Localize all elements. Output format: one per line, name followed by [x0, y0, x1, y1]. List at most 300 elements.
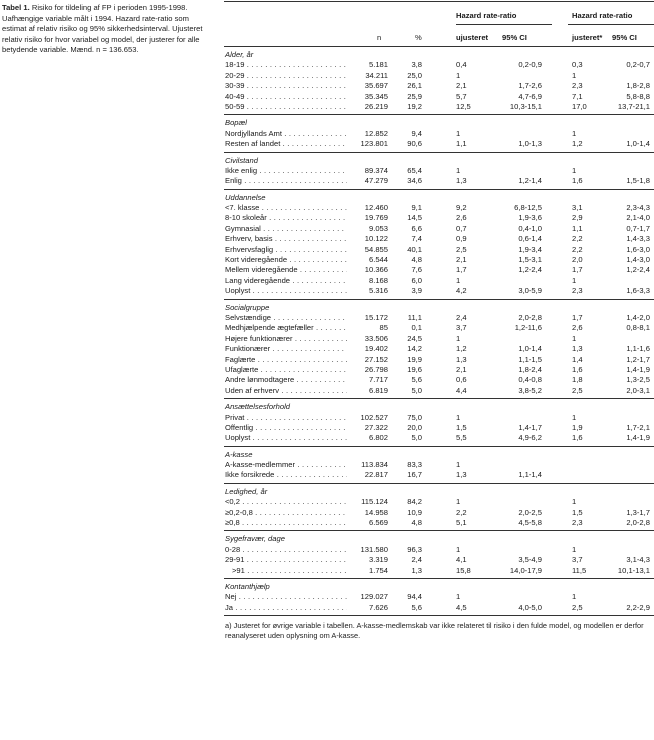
cell-ci-adjusted: 5,8-8,8	[626, 91, 650, 101]
cell-n: 3.319	[368, 555, 388, 565]
row-label: ≥0,8 . . .	[225, 518, 347, 528]
cell-percent: 96,3	[407, 544, 422, 554]
cell-adjusted: 1,8	[572, 375, 583, 385]
cell-unadjusted: 1,7	[456, 265, 467, 275]
cell-adjusted: 1	[572, 497, 577, 507]
row-label: Nej . . .	[225, 592, 347, 602]
cell-unadjusted: 1,2	[456, 344, 467, 354]
cell-unadjusted: 2,1	[456, 364, 467, 374]
table-section	[224, 484, 654, 532]
table-row	[224, 213, 654, 223]
cell-adjusted: 1	[572, 165, 577, 175]
row-label: <7. klasse . . .	[225, 203, 347, 213]
row-label: Højere funktionærer . . .	[225, 334, 347, 344]
row-label: Andre lønmodtagere . . .	[225, 375, 347, 385]
cell-n: 6.819	[368, 385, 388, 395]
cell-n: 15.172	[364, 312, 388, 322]
cell-percent: 40,1	[407, 244, 422, 254]
cell-percent: 10,9	[407, 507, 422, 517]
cell-adjusted: 1,9	[572, 422, 583, 432]
table-row	[224, 286, 654, 296]
caption-text: Risiko for tildeling af FP i perioden 1995-1998. Uafhængige variable målt i 1994. Hazard rate-ratio som estimat af relativ risiko og 95% sikkerhedsinterval. Ujusteret relativ risiko for hvor variabel og model, der justerer for alle betydende variable. Mænd. n = 136.653.	[2, 3, 203, 55]
cell-percent: 0,1	[411, 323, 422, 333]
cell-ci-adjusted: 2,0-2,8	[626, 518, 650, 528]
cell-ci-adjusted: 1,4-1,9	[626, 433, 650, 443]
cell-percent: 14,2	[407, 344, 422, 354]
cell-percent: 5,6	[411, 375, 422, 385]
table-row	[224, 139, 654, 149]
table-row	[224, 566, 654, 576]
cell-adjusted: 1	[572, 128, 577, 138]
row-label: Ufaglærte . . .	[225, 365, 347, 375]
table-row	[224, 71, 654, 81]
cell-adjusted: 2,0	[572, 255, 583, 265]
table-row	[224, 234, 654, 244]
table-row	[224, 413, 654, 423]
cell-adjusted: 1,7	[572, 265, 583, 275]
cell-unadjusted: 9,2	[456, 203, 467, 213]
cell-percent: 2,4	[411, 555, 422, 565]
cell-unadjusted: 1,3	[456, 470, 467, 480]
cell-unadjusted: 1	[456, 592, 461, 602]
cell-percent: 6,6	[411, 223, 422, 233]
section-title: Ledighed, år	[225, 486, 268, 496]
table-row	[224, 386, 654, 396]
cell-percent: 65,4	[407, 165, 422, 175]
cell-percent: 4,8	[411, 255, 422, 265]
cell-ci-adjusted: 1,4-3,3	[626, 234, 650, 244]
row-label: Uden af erhverv . . .	[225, 386, 347, 396]
cell-n: 6.802	[368, 433, 388, 443]
table-row	[224, 60, 654, 70]
cell-percent: 3,8	[411, 60, 422, 70]
table-row	[224, 470, 654, 480]
row-label: Kort videregående . . .	[225, 255, 347, 265]
cell-n: 27.322	[364, 422, 388, 432]
cell-n: 26.798	[364, 364, 388, 374]
cell-n: 5.181	[368, 60, 388, 70]
cell-percent: 83,3	[407, 460, 422, 470]
cell-unadjusted: 1	[456, 412, 461, 422]
cell-percent: 4,8	[411, 518, 422, 528]
table-row	[224, 265, 654, 275]
cell-percent: 19,6	[407, 364, 422, 374]
cell-ci-adjusted: 1,4-1,9	[626, 364, 650, 374]
caption-label: Tabel 1.	[2, 3, 30, 12]
table-row	[224, 592, 654, 602]
table-footnote: a) Justeret for øvrige variable i tabellen. A-kasse-medlemskab var ikke relateret til risiko i den fulde model, og modellen er derfor reanalyseret uden oplysning om A-kasse.	[225, 621, 644, 641]
cell-percent: 34,6	[407, 176, 422, 186]
cell-unadjusted: 0,9	[456, 234, 467, 244]
row-label: Privat . . .	[225, 413, 347, 423]
table-row	[224, 176, 654, 186]
table-section	[224, 300, 654, 400]
cell-adjusted: 1	[572, 333, 577, 343]
cell-percent: 14,5	[407, 213, 422, 223]
cell-unadjusted: 1	[456, 128, 461, 138]
cell-adjusted: 1,3	[572, 344, 583, 354]
cell-n: 8.168	[368, 275, 388, 285]
table-header	[224, 1, 654, 47]
cell-unadjusted: 1	[456, 70, 461, 80]
cell-n: 26.219	[364, 101, 388, 111]
cell-ci-unadjusted: 1,2-2,4	[518, 265, 542, 275]
cell-adjusted: 2,5	[572, 385, 583, 395]
row-label: Uoplyst . . .	[225, 433, 347, 443]
cell-unadjusted: 4,1	[456, 555, 467, 565]
cell-n: 12.852	[364, 128, 388, 138]
row-label: Offentlig . . .	[225, 423, 347, 433]
cell-adjusted: 1	[572, 275, 577, 285]
cell-ci-unadjusted: 14,0-17,9	[509, 565, 542, 575]
cell-ci-unadjusted: 1,8-2,4	[518, 364, 542, 374]
cell-percent: 19,2	[407, 101, 422, 111]
table-section	[224, 399, 654, 447]
table-row	[224, 102, 654, 112]
cell-ci-adjusted: 1,4-2,0	[626, 312, 650, 322]
row-label: Erhvervsfaglig . . .	[225, 245, 347, 255]
cell-ci-unadjusted: 4,5-5,8	[518, 518, 542, 528]
cell-ci-unadjusted: 4,0-5,0	[518, 602, 542, 612]
row-label: 40-49 . . .	[225, 92, 347, 102]
row-label: 18-19 . . .	[225, 60, 347, 70]
cell-percent: 25,9	[407, 91, 422, 101]
row-label: 30-39 . . .	[225, 81, 347, 91]
cell-percent: 94,4	[407, 592, 422, 602]
row-label: Nordjyllands Amt . . .	[225, 129, 347, 139]
header-group-rule-1	[456, 24, 552, 25]
cell-ci-adjusted: 10,1-13,1	[617, 565, 650, 575]
cell-ci-adjusted: 3,1-4,3	[626, 555, 650, 565]
cell-ci-unadjusted: 2,0-2,8	[518, 312, 542, 322]
cell-ci-unadjusted: 1,9-3,6	[518, 213, 542, 223]
row-label: Ikke forsikrede . . .	[225, 470, 347, 480]
cell-ci-unadjusted: 1,5-3,1	[518, 255, 542, 265]
cell-ci-unadjusted: 1,1-1,5	[518, 354, 542, 364]
cell-ci-adjusted: 1,3-1,7	[626, 507, 650, 517]
table-row	[224, 497, 654, 507]
row-label: 20-29 . . .	[225, 71, 347, 81]
row-label: A-kasse-medlemmer . . .	[225, 460, 347, 470]
row-label: Ja . . .	[225, 603, 347, 613]
cell-percent: 9,4	[411, 128, 422, 138]
cell-ci-unadjusted: 6,8-12,5	[514, 203, 542, 213]
table-body	[224, 47, 654, 616]
cell-unadjusted: 1	[456, 497, 461, 507]
cell-n: 33.506	[364, 333, 388, 343]
cell-unadjusted: 2,5	[456, 244, 467, 254]
section-title: A-kasse	[225, 449, 253, 459]
cell-ci-adjusted: 1,3-2,5	[626, 375, 650, 385]
cell-n: 5.316	[368, 286, 388, 296]
cell-ci-adjusted: 1,6-3,0	[626, 244, 650, 254]
cell-n: 22.817	[364, 470, 388, 480]
table-row	[224, 545, 654, 555]
cell-n: 35.697	[364, 81, 388, 91]
row-label: Ikke enlig . . .	[225, 166, 347, 176]
row-label: 8-10 skoleår . . .	[225, 213, 347, 223]
cell-percent: 84,2	[407, 497, 422, 507]
cell-adjusted: 7,1	[572, 91, 583, 101]
row-label: Mellem videregående . . .	[225, 265, 347, 275]
row-label: Lang videregående . . .	[225, 276, 347, 286]
table-row	[224, 166, 654, 176]
cell-unadjusted: 1,1	[456, 139, 467, 149]
cell-ci-unadjusted: 3,8-5,2	[518, 385, 542, 395]
section-title: Civilstand	[225, 155, 258, 165]
cell-percent: 5,0	[411, 385, 422, 395]
cell-adjusted: 1	[572, 544, 577, 554]
cell-percent: 11,1	[407, 312, 422, 322]
cell-unadjusted: 1,3	[456, 354, 467, 364]
cell-ci-adjusted: 2,2-2,9	[626, 602, 650, 612]
cell-ci-unadjusted: 3,0-5,9	[518, 286, 542, 296]
table-row	[224, 323, 654, 333]
row-label: Erhverv, basis . . .	[225, 234, 347, 244]
row-label: Medhjælpende ægtefæller . . .	[225, 323, 347, 333]
table-row	[224, 313, 654, 323]
cell-n: 129.027	[360, 592, 388, 602]
cell-adjusted: 1	[572, 412, 577, 422]
cell-unadjusted: 1	[456, 460, 461, 470]
table-row	[224, 423, 654, 433]
cell-ci-unadjusted: 0,4-0,8	[518, 375, 542, 385]
cell-n: 19.769	[364, 213, 388, 223]
data-table	[224, 1, 654, 642]
cell-percent: 9,1	[411, 203, 422, 213]
cell-ci-adjusted: 1,1-1,6	[626, 344, 650, 354]
cell-n: 115.124	[361, 497, 388, 507]
header-ci-adjusted: 95% CI	[612, 33, 637, 42]
section-title: Alder, år	[225, 50, 254, 59]
cell-unadjusted: 4,5	[456, 602, 467, 612]
table-row	[224, 555, 654, 565]
cell-ci-unadjusted: 2,0-2,5	[518, 507, 542, 517]
cell-adjusted: 1,5	[572, 507, 583, 517]
cell-n: 10.122	[364, 234, 388, 244]
cell-percent: 5,0	[411, 433, 422, 443]
cell-adjusted: 1,1	[572, 223, 583, 233]
cell-adjusted: 1,4	[572, 354, 583, 364]
table-row	[224, 203, 654, 213]
cell-ci-adjusted: 0,2-0,7	[626, 60, 650, 70]
cell-n: 7.626	[368, 602, 388, 612]
cell-percent: 25,0	[407, 70, 422, 80]
row-label: 50-59 . . .	[225, 102, 347, 112]
cell-unadjusted: 15,8	[456, 565, 471, 575]
cell-unadjusted: 1	[456, 165, 461, 175]
cell-adjusted: 1,2	[572, 139, 583, 149]
table-section	[224, 447, 654, 484]
cell-adjusted: 1,6	[572, 176, 583, 186]
header-percent: %	[415, 33, 422, 42]
cell-ci-adjusted: 1,4-3,0	[626, 255, 650, 265]
cell-unadjusted: 1,5	[456, 422, 467, 432]
row-label: >91 . . .	[232, 566, 347, 576]
cell-percent: 19,9	[407, 354, 422, 364]
cell-ci-unadjusted: 1,1-1,4	[518, 470, 542, 480]
cell-adjusted: 2,5	[572, 602, 583, 612]
cell-unadjusted: 5,1	[456, 518, 467, 528]
cell-percent: 7,6	[411, 265, 422, 275]
table-row	[224, 344, 654, 354]
cell-n: 10.366	[364, 265, 388, 275]
table-row	[224, 276, 654, 286]
cell-adjusted: 2,9	[572, 213, 583, 223]
cell-unadjusted: 1	[456, 333, 461, 343]
cell-adjusted: 1,6	[572, 433, 583, 443]
cell-ci-adjusted: 1,7-2,1	[626, 422, 650, 432]
cell-unadjusted: 2,1	[456, 81, 467, 91]
cell-unadjusted: 0,6	[456, 375, 467, 385]
cell-percent: 20,0	[407, 422, 422, 432]
section-title: Kontanthjælp	[225, 581, 270, 591]
cell-ci-unadjusted: 1,7-2,6	[518, 81, 542, 91]
table-row	[224, 460, 654, 470]
cell-n: 54.855	[364, 244, 388, 254]
header-group-unadjusted: Hazard rate-ratio	[456, 11, 517, 20]
cell-n: 19.402	[364, 344, 388, 354]
row-label: 0-28 . . .	[225, 545, 347, 555]
row-label: Resten af landet . . .	[225, 139, 347, 149]
table-row	[224, 255, 654, 265]
row-label: <0,2 . . .	[225, 497, 347, 507]
row-label: 29-91 . . .	[225, 555, 347, 565]
cell-percent: 5,6	[411, 602, 422, 612]
cell-percent: 6,0	[411, 275, 422, 285]
cell-adjusted: 2,3	[572, 518, 583, 528]
cell-ci-adjusted: 1,0-1,4	[626, 139, 650, 149]
cell-adjusted: 3,7	[572, 555, 583, 565]
header-adjusted: justeret*	[572, 33, 603, 42]
cell-adjusted: 3,1	[572, 203, 583, 213]
row-label: Enlig . . .	[225, 176, 347, 186]
table-row	[224, 365, 654, 375]
cell-adjusted: 1,7	[572, 312, 583, 322]
row-label: Selvstændige . . .	[225, 313, 347, 323]
cell-unadjusted: 5,5	[456, 433, 467, 443]
cell-ci-adjusted: 2,1-4,0	[626, 213, 650, 223]
cell-unadjusted: 2,2	[456, 507, 467, 517]
cell-n: 6.544	[368, 255, 388, 265]
cell-adjusted: 0,3	[572, 60, 583, 70]
cell-percent: 90,6	[407, 139, 422, 149]
cell-n: 35.345	[364, 91, 388, 101]
cell-n: 89.374	[364, 165, 388, 175]
cell-n: 113.834	[361, 460, 388, 470]
table-section	[224, 47, 654, 115]
table-row	[224, 375, 654, 385]
cell-ci-adjusted: 1,5-1,8	[626, 176, 650, 186]
cell-ci-unadjusted: 0,4-1,0	[518, 223, 542, 233]
cell-adjusted: 2,3	[572, 81, 583, 91]
cell-ci-unadjusted: 0,2-0,9	[518, 60, 542, 70]
cell-n: 27.152	[364, 354, 388, 364]
cell-ci-unadjusted: 1,9-3,4	[518, 244, 542, 254]
table-row	[224, 603, 654, 613]
cell-unadjusted: 1	[456, 544, 461, 554]
cell-ci-unadjusted: 0,6-1,4	[518, 234, 542, 244]
cell-percent: 24,5	[407, 333, 422, 343]
row-label: Faglærte . . .	[225, 355, 347, 365]
cell-ci-unadjusted: 1,2-11,6	[514, 323, 542, 333]
cell-n: 1.754	[368, 565, 388, 575]
section-title: Socialgruppe	[225, 302, 270, 312]
table-section	[224, 579, 654, 616]
cell-unadjusted: 0,4	[456, 60, 467, 70]
table-row	[224, 433, 654, 443]
section-title: Sygefravær, dage	[225, 534, 285, 544]
cell-ci-adjusted: 1,2-1,7	[626, 354, 650, 364]
cell-unadjusted: 0,7	[456, 223, 467, 233]
cell-adjusted: 2,2	[572, 234, 583, 244]
cell-unadjusted: 5,7	[456, 91, 467, 101]
cell-n: 123.801	[360, 139, 388, 149]
cell-adjusted: 1	[572, 592, 577, 602]
table-caption	[2, 3, 214, 56]
header-n: n	[377, 33, 382, 42]
cell-adjusted: 2,6	[572, 323, 583, 333]
cell-ci-adjusted: 1,2-2,4	[626, 265, 650, 275]
section-title: Bopæl	[225, 118, 247, 128]
cell-n: 7.717	[368, 375, 388, 385]
table-row	[224, 518, 654, 528]
section-title: Ansættelsesforhold	[225, 402, 291, 412]
header-ci-unadjusted: 95% CI	[502, 33, 527, 42]
table-row	[224, 334, 654, 344]
cell-unadjusted: 4,4	[456, 385, 467, 395]
table-section	[224, 190, 654, 300]
cell-unadjusted: 3,7	[456, 323, 467, 333]
cell-ci-adjusted: 2,3-4,3	[626, 203, 650, 213]
table-row	[224, 224, 654, 234]
cell-n: 131.580	[360, 544, 388, 554]
cell-n: 12.460	[364, 203, 388, 213]
cell-adjusted: 2,3	[572, 286, 583, 296]
table-section	[224, 115, 654, 152]
table-row	[224, 245, 654, 255]
table-section	[224, 531, 654, 579]
cell-ci-adjusted: 13,7-21,1	[617, 101, 650, 111]
cell-ci-unadjusted: 3,5-4,9	[518, 555, 542, 565]
row-label: Gymnasial . . .	[225, 224, 347, 234]
cell-ci-unadjusted: 1,0-1,3	[518, 139, 542, 149]
table-section	[224, 153, 654, 190]
cell-n: 6.569	[368, 518, 388, 528]
cell-ci-unadjusted: 4,7-6,9	[518, 91, 542, 101]
cell-unadjusted: 2,6	[456, 213, 467, 223]
cell-unadjusted: 4,2	[456, 286, 467, 296]
cell-unadjusted: 1,3	[456, 176, 467, 186]
cell-percent: 26,1	[407, 81, 422, 91]
table-row	[224, 92, 654, 102]
header-group-adjusted: Hazard rate-ratio	[572, 11, 633, 20]
table-row	[224, 355, 654, 365]
cell-ci-unadjusted: 1,4-1,7	[518, 422, 542, 432]
cell-ci-unadjusted: 4,9-6,2	[518, 433, 542, 443]
cell-n: 85	[379, 323, 388, 333]
cell-ci-adjusted: 0,8-8,1	[626, 323, 650, 333]
cell-n: 102.527	[360, 412, 388, 422]
cell-n: 34.211	[365, 70, 388, 80]
table-row	[224, 129, 654, 139]
cell-ci-adjusted: 1,6-3,3	[626, 286, 650, 296]
cell-unadjusted: 12,5	[456, 101, 471, 111]
cell-ci-adjusted: 1,8-2,8	[626, 81, 650, 91]
cell-percent: 7,4	[411, 234, 422, 244]
cell-percent: 75,0	[407, 412, 422, 422]
table-row	[224, 81, 654, 91]
